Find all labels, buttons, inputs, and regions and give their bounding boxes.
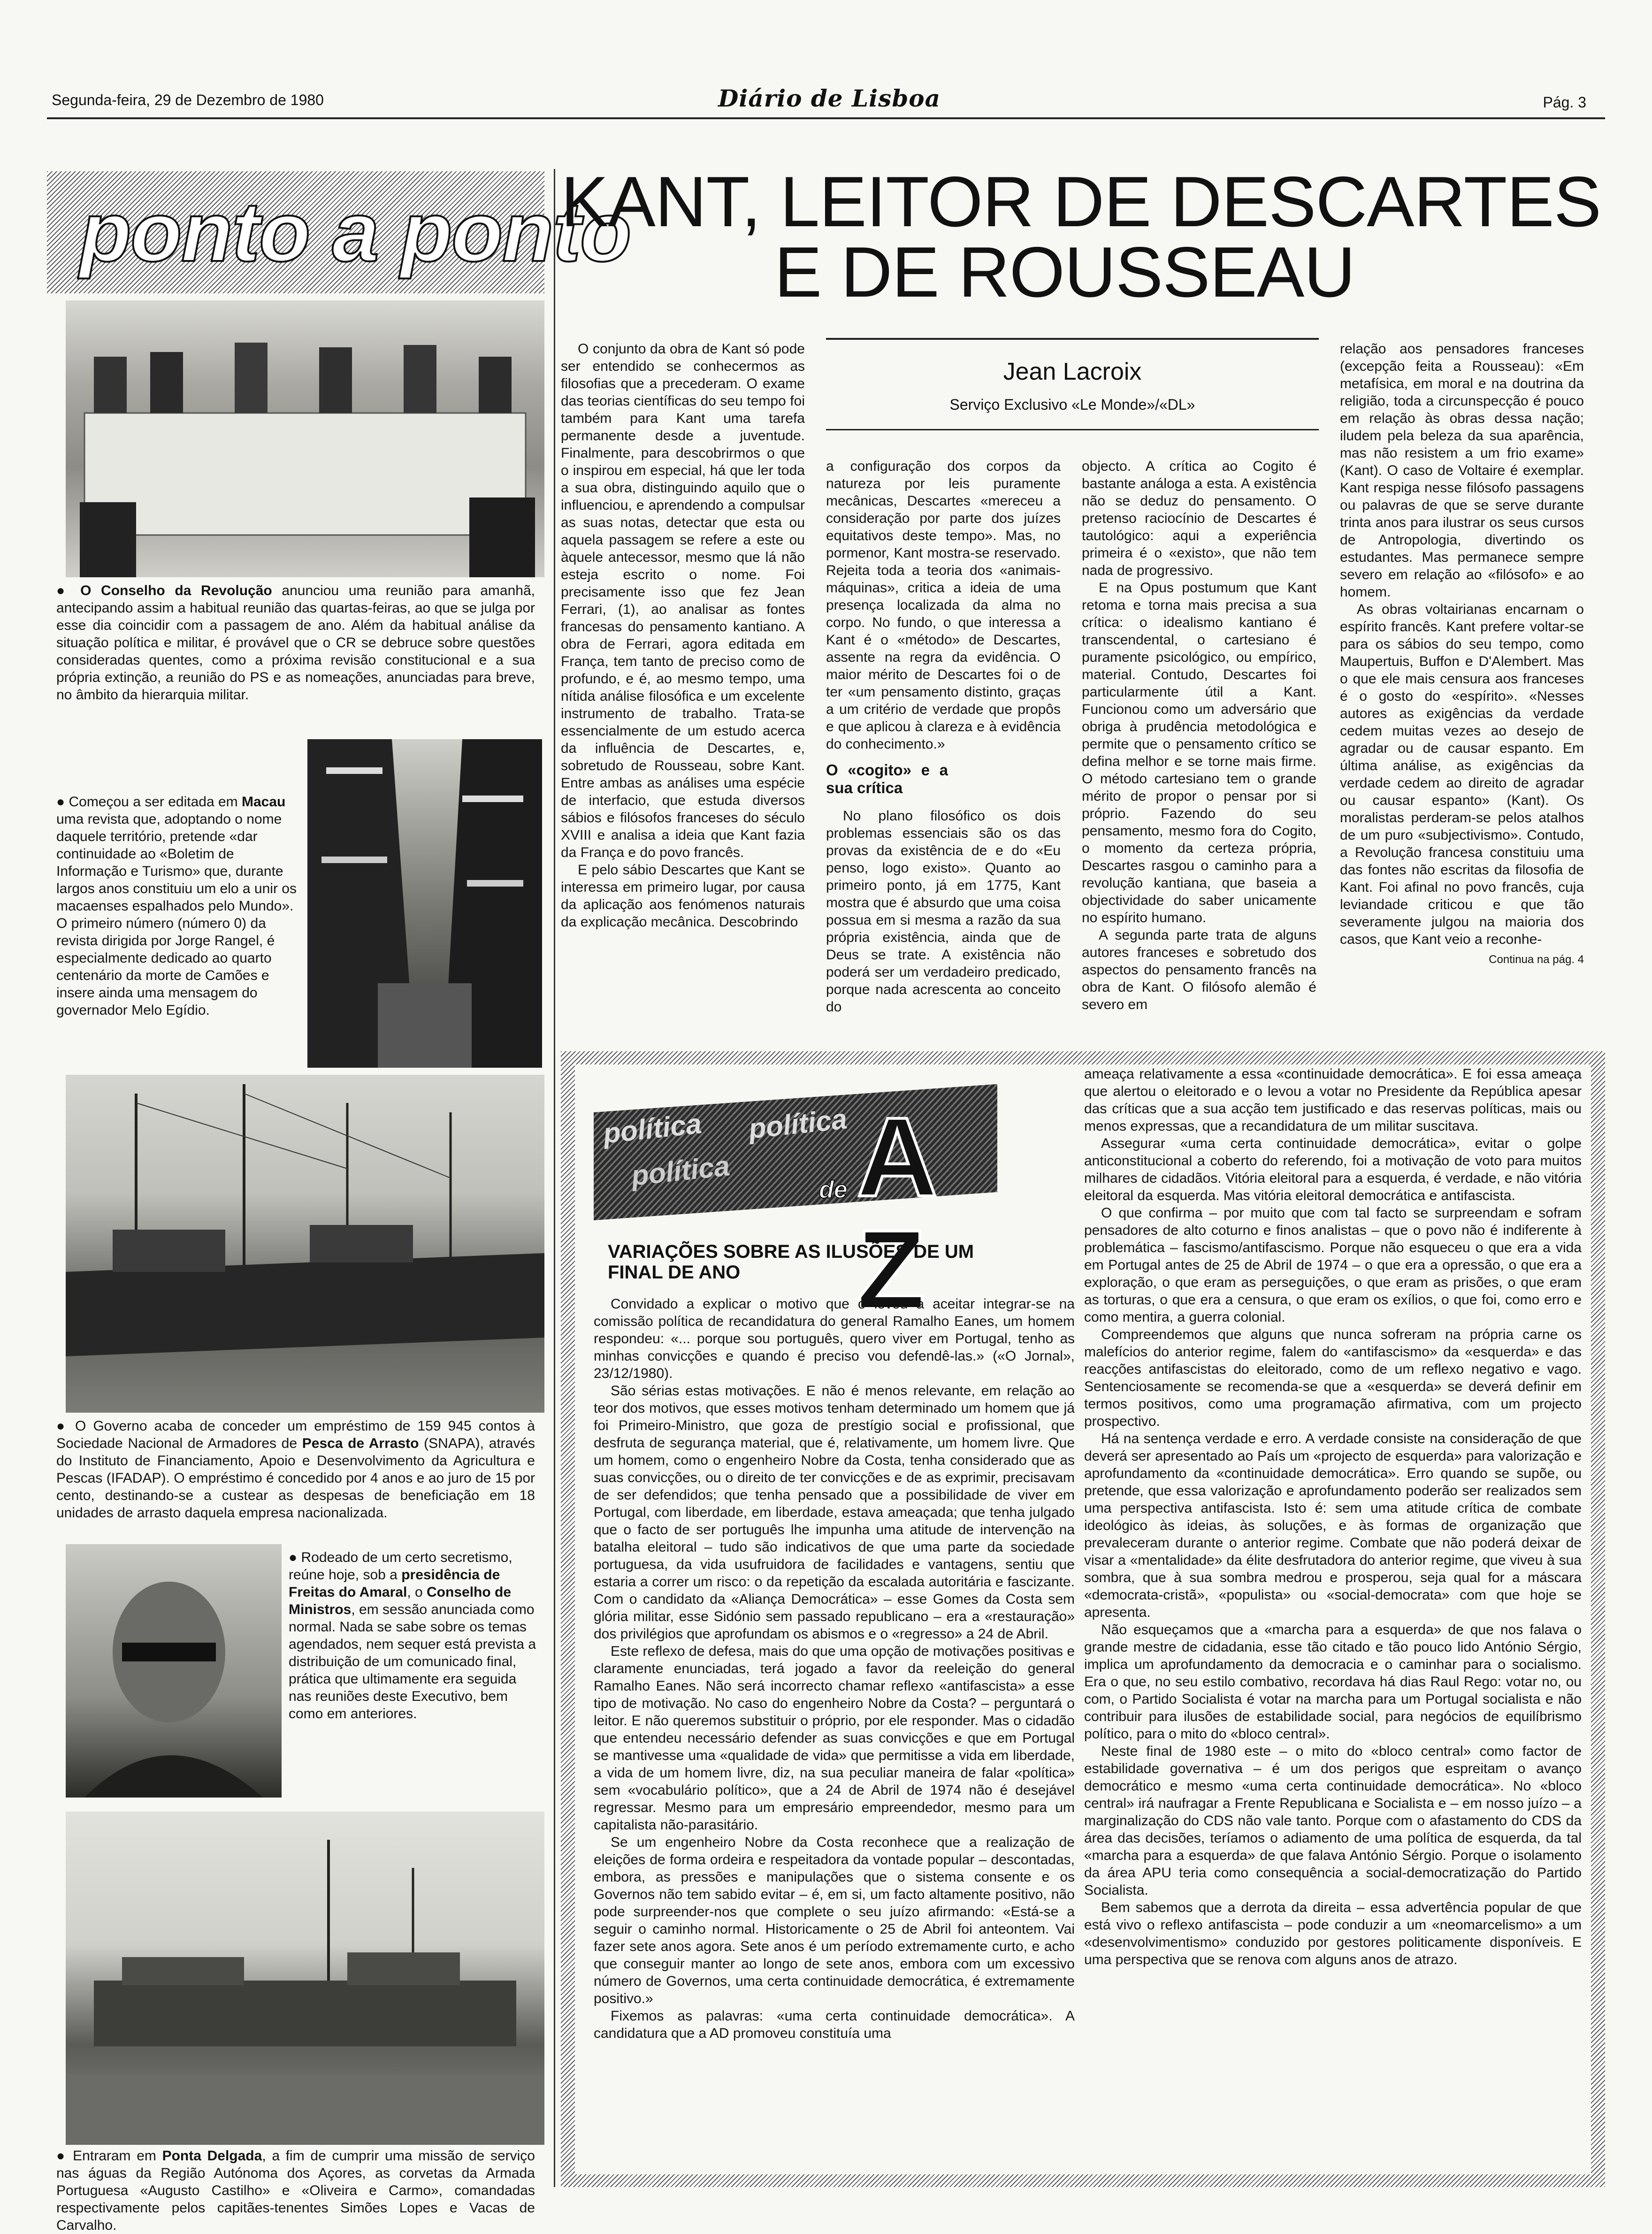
article-col1-p2: E pelo sábio Descartes que Kant se interessa em primeiro lugar, por causa da aplicação aos fenómenos naturais da explicação mecânica. Descobrindo <box>561 862 805 930</box>
sidebar-item-ponta-delgada <box>56 2147 535 2234</box>
politica-colA-p2: São sérias estas motivações. E não é menos relevante, em relação ao teor dos motivos, que esses motivos tenham determinado um homem que já foi Primeiro-Ministro, que goza de prestígio social e profissional, que desfruta de segurança material, que é, relativamente, um homem livre. Que um homem, como o engenheiro Nobre da Costa, tenha considerado que as suas convicções, ou o direito de ter convicções e de as exprimir, precisavam de ser defendidos; que tenha pensado que a possibilidade de viver em Portugal, com liberdade, em liberdade, estava ameaçada; que tenha julgado que o facto de ser português lhe impunha uma atitude de intervenção na batalha eleitoral – tudo são indicativos de que uma parte da sociedade portuguesa, da vida usufruidora de facilidades e vantagens, sentiu que estaria a correr um risco: o da repetição da escalada autoritária e fascizante. Com o candidato da «Aliança Democrática» – esse Gomes da Costa sem glória militar, esse Sidónio sem passado republicano – era a «restauração» dos privilégios que aprofundam os abismos e o «regresso» a 24 de Abril. <box>594 1383 1075 1642</box>
banner-word-de: de <box>819 1176 848 1203</box>
item2-bold: Macau <box>242 794 286 810</box>
banner-word-2: política <box>747 1103 849 1145</box>
item3-text: (SNAPA), através do Instituto de Financiamento, Apoio e Desenvolvimento da Agricultura e Pescas (IFADAP). O empréstimo é concedido por 4 anos e ao juro de 15 por cento, destinando-se a custear as despesas de beneficiação em 18 unidades de arrasto daquela empresa nacionalizada. <box>56 1436 535 1521</box>
ponto-a-ponto-banner <box>47 171 631 293</box>
politica-title: VARIAÇÕES SOBRE AS ILUSÕES DE UM FINAL DE ANO <box>608 1241 974 1283</box>
item4-bold1: presidência de Freitas do Amaral <box>289 1567 500 1600</box>
article-col2-p1: a configuração dos corpos da natureza por leis puramente mecânicas, Descartes «mereceu a consideração por parte dos juízes equitativos deste tempo». Mas, no pormenor, Kant mostra-se reservado. Rejeita toda a teoria dos «animais-máquinas», critica a ideia de uma presença localizada da alma no corpo. No fundo, o que interessa a Kant é o «método» de Descartes, assente na regra da evidência. O maior mérito de Descartes foi o de ter «um pensamento distinto, graças a um critério de verdade que propôs e que aplicou à clareza e à evidência do conhecimento.» <box>826 459 1061 752</box>
article-col2-p2: No plano filosófico os dois problemas essenciais são os das provas da existência de e do «Eu penso, logo existo». Quanto ao primeiro ponto, já em 1775, Kant mostra que é absurdo que uma coisa possua em si mesma a razão da sua própria existência, ainda que de Deus se trate. A existência não poderá ser um verdadeiro predicado, porque nada acrescenta ao conceito do <box>826 808 1061 1015</box>
continued-note: Continua na pág. 4 <box>1489 953 1584 966</box>
article-col4-p2: As obras voltairianas encarnam o espírito francês. Kant prefere voltar-se para os sábios do seu tempo, como Maupertuis, Buffon e D'Alembert. Mas o que ele mais censura aos franceses é o gosto do «espírito». «Nesses autores as exigências da verdade cedem muitas vezes ao desejo de agradar ou de causar espanto. Em última análise, as exigências da verdade cedem ao direito de agradar ou causar espanto» (Kant). Os moralistas perderam-se pelos atalhos de um puro «subjectivismo». Contudo, a Revolução francesa constituiu uma das fontes não escritas da filosofia de Kant. Foi afinal no povo francês, cuja leviandade criticou e que tão severamente julgou na maioria dos casos, que Kant veio a reconhe- <box>1340 602 1584 947</box>
article-subheading-cogito: O «cogito» e a sua crítica <box>826 761 948 796</box>
article-col3-p3: A segunda parte trata de alguns autores franceses e sobretudo dos aspectos do pensamento francês na obra de Kant. O filósofo alemão é severo em <box>1082 927 1316 1012</box>
photo-trawlers <box>66 1075 544 1413</box>
item1-text: anunciou uma reunião para amanhã, antecipando assim a habitual reunião das quartas-feiras, ao que se julga por esse dia coincidir com a passagem de ano. Além da habitual análise da situação política e militar, é provável que o CR se debruce sobre questões consideradas quentes, como a próxima revisão constitucional e a sua própria extinção, a reunião do PS e as nomeações, anunciadas para breve, no âmbito da hierarquia militar. <box>56 583 535 703</box>
politica-colA-p5: Fixemos as palavras: «uma certa continuidade democrática». A candidatura que a AD promoveu constituía uma <box>594 2008 1075 2041</box>
bullet-icon: ● <box>56 583 81 598</box>
item5-lead: Entraram em <box>73 2148 162 2164</box>
item4-bold2: Conselho de Ministros <box>289 1584 512 1617</box>
politica-colB-p5: Há na sentença verdade e erro. A verdade consiste na consideração de que deverá ser apresentado ao País um «projecto de esquerda» para valorização e aprofundamento da «continuidade democrática». Erro quando se supõe, ou pretende, que essa valorização e aprofundamento poderão ser realizados sem uma perspectiva antifascista. Isto é: sem uma atitude crítica de combate ideológico às ideias, às soluções, e às formas de organização que prevaleceram durante o anterior regime. Combate que não poderá deixar de visar a «mentalidade» da élite desfrutadora do anterior regime, que viveu à sua sombra, que à sua sombra medrou e prosperou, seja qual for a máscara «democrata-cristã», «populista» ou «social-democrata» com que hoje se apresenta. <box>1084 1431 1582 1620</box>
politica-col-b <box>1084 1065 1582 1968</box>
item4-mid: , o <box>407 1584 427 1600</box>
politica-colB-p3: O que confirma – por muito que com tal facto se surpreendam e sofram pensadores de alto coturno e finos analistas – que o povo não é indiferente à problemática – fascismo/antifascismo. Porque não esqueceu o que era a vida em Portugal antes de 25 de Abril de 1974 – o que era a opressão, o que era a exploração, o que eram as perseguições, o que eram as prisões, o que eram as torturas, o que era a censura, o que eram os exílios, o que foi, como erro e como mentira, a guerra colonial. <box>1084 1205 1582 1325</box>
sidebar-item-pesca <box>56 1417 535 1522</box>
ships-illustration <box>66 1075 544 1413</box>
sidebar-item-macau <box>56 793 300 1019</box>
article-col4-p1: relação aos pensadores franceses (excepção feita a Rousseau): «Em metafísica, em moral e na doutrina da religião, toda a circunspecção é pouco em relação às obras dessa nação; iludem pela beleza da sua aparência, mas não resistem a um frio exame» (Kant). O caso de Voltaire é exemplar. Kant respiga nesse filósofo passagens ou palavras de que se serve durante trinta anos para ilustrar os seus cursos de Antropologia, divertindo os estudantes. Mas permanece sempre severo em relação ao «filósofo» e ao homem. <box>1340 341 1584 600</box>
article-headline-line2: E DE ROUSSEAU <box>774 232 1355 312</box>
header-date: Segunda-feira, 29 de Dezembro de 1980 <box>52 92 324 108</box>
photo-macau-street <box>307 739 542 1068</box>
article-col-2 <box>826 458 1061 1016</box>
newspaper-logo: Diário de Lisboa <box>718 84 941 112</box>
photo-conselho-revolucao <box>66 300 544 577</box>
item5-bold: Ponta Delgada <box>162 2148 262 2164</box>
politica-colA-p4: Se um engenheiro Nobre da Costa reconhece que a realização de eleições de forma ordeira e respeitadora da vontade popular – descontadas, embora, as pressões e manipulações que o sistema consente e os Governos não tem sabido evitar – é, em si, um facto altamente positivo, não pode surpreender-nos que complete o seu juízo afirmando: «Está-se a seguir o caminho normal. Historicamente o 25 de Abril foi anteontem. Vai fazer sete anos agora. Sete anos é um período extremamente curto, e acho que conseguir manter ao longo de sete anos, embora com um excessivo número de Governos, uma certa continuidade democrática, é extremamente positivo.» <box>594 1835 1075 2006</box>
banner-word-3: política <box>630 1150 731 1192</box>
header-rule <box>47 117 1605 119</box>
bullet-icon: ● <box>289 1550 301 1565</box>
photo-ponta-delgada <box>66 1812 544 2145</box>
article-col-1 <box>561 340 805 931</box>
article-headline-line1: KANT, LEITOR DE DESCARTES <box>561 162 1601 242</box>
portrait-illustration <box>66 1544 282 1798</box>
author-name: Jean Lacroix <box>1003 358 1142 385</box>
photo-freitas-do-amaral <box>66 1544 282 1798</box>
item3-bold: Pesca de Arrasto <box>302 1436 419 1451</box>
article-col1-p1: O conjunto da obra de Kant só pode ser entendido se conhecermos as filosofias que a precederam. O exame das teorias científicas do seu tempo foi também para Kant uma tarefa permanente desde a juventude. Finalmente, para descobrirmos o que o inspirou em especial, há que ler toda a sua obra, distinguindo aquilo que o influenciou, e aprendendo a compulsar as suas notas, detectar que esta ou aquela passagem se refere a este ou àquele antecessor, mesmo que lá não esteja escrito o nome. Foi precisamente isso que fez Jean Ferrari, (1), ao analisar as fontes francesas do pensamento kantiano. A obra de Ferrari, agora editada em França, tem tanto de preciso como de profundo, e é, ao mesmo tempo, uma nítida análise filosófica e um excelente instrumento de trabalho. Trata-se essencialmente de um estudo acerca da influência de Descartes, e, sobretudo de Rousseau, sobre Kant. Entre ambas as análises uma espécie de interfacio, que estuda diversos sábios e filósofos franceses do século XVIII e analisa a ideia que Kant fazia da França e do povo francês. <box>561 341 805 860</box>
politica-colB-p2: Assegurar «uma certa continuidade democrática», evitar o golpe anticonstitucional a coberto do referendo, foi a motivação de voto para muitos milhares de cidadãos. Vitória eleitoral para a esquerda, é verdade, e não vitória eleitoral da esquerda. Mas vitória eleitoral democrática e antifascista. <box>1084 1136 1582 1203</box>
item2-lead: Começou a ser editada em <box>69 794 242 810</box>
politica-colB-p4: Compreendemos que alguns que nunca sofreram na própria carne os malefícios do anterior regime, falem do «antifascismo» da «esquerda» e das reacções antifascistas do eleitorado, como de um reflexo negativo e vago. Sentenciosamente se recomenda-se que a «esquerda» se deverá definir em termos positivos, como uma programação afirmativa, com um projecto prospectivo. <box>1084 1327 1582 1429</box>
article-col-3 <box>1082 458 1316 1013</box>
page-number: Pág. 3 <box>1543 94 1586 111</box>
politica-colA-p3: Este reflexo de defesa, mais do que uma opção de motivações positivas e claramente enunciadas, terá jogado a favor da reeleição do general Ramalho Eanes. Não será incorrecto chamar reflexo «antifascista» a esse tipo de motivação. No caso do engenheiro Nobre da Costa? – perguntará o leitor. E não queremos substituir o próprio, por ele responder. Mas o cidadão que entendeu necessário defender as suas convicções e que em Portugal se mantivesse uma «qualidade de vida» que permitisse a vida em liberdade, a vida de um homem livre, diz, na sua peculiar maneira de falar «política» sem «vocabulário político», que a 24 de Abril de 1974 não é desejável regressar. Mesmo para um empresário empreendedor, mesmo para um capitalista não-parasitário. <box>594 1644 1075 1833</box>
politica-colA-p1: Convidado a explicar o motivo que o levou a aceitar integrar-se na comissão política de recandidatura do general Ramalho Eanes, um homem respondeu: «... porque sou português, quero viver em Portugal, tenho as minhas convicções e quando é preciso vou defendê-las.» («O Jornal», 23/12/1980). <box>594 1296 1075 1381</box>
meeting-illustration <box>66 300 544 577</box>
item4-lead: Rodeado de um certo secretismo, reúne hoje, sob a <box>289 1550 512 1583</box>
banner-az: A Z <box>857 1094 931 1332</box>
street-illustration <box>307 739 542 1068</box>
politica-colB-p8: Bem sabemos que a derrota da direita – essa advertência popular de que está vivo o reflexo antifascista – pode conduzir a um «neomarcelismo» a um «desenvolvimentismo» conduzido por gestores politicamente disponíveis. E uma perspectiva que se renova com alguns anos de atrazo. <box>1084 1900 1582 1967</box>
article-col-4 <box>1340 340 1584 968</box>
sidebar-item-ministros <box>289 1549 537 1722</box>
harbour-illustration <box>66 1812 544 2145</box>
article-col3-p2: E na Opus postumum que Kant retoma e torna mais precisa a sua crítica: o idealismo kantiano é transcendental, o cartesiano é puramente psicológico, ou empírico, material. Contudo, Descartes foi particularmente útil a Kant. Funcionou como um adversário que obriga à prudência metodológica e permite que o pensamento crítico se defina melhor e se torne mais firme. O método cartesiano tem o grande mérito de propor o pensar por si próprio. Fazendo do seu pensamento, mesmo fora do Cogito, o momento da certeza própria, Descartes rasgou o caminho para a revolução kantiana, que baseia a objectividade do saber unicamente no espírito humano. <box>1082 580 1316 926</box>
article-col3-p1: objecto. A crítica ao Cogito é bastante análoga a esta. A existência não se deduz do pensamento. O pretenso raciocínio de Descartes é tautológico: aqui a experiência primeira é o «existo», que não tem nada de progressivo. <box>1082 459 1316 578</box>
bullet-icon: ● <box>56 1418 75 1434</box>
bullet-icon: ● <box>56 2148 73 2164</box>
item2-text: uma revista que, adoptando o nome daquele território, pretende «dar continuidade ao «Boletim de Informação e Turismo» que, durante largos anos constituiu um elo a unir os macaenses espalhados pelo Mundo». O primeiro número (número 0) da revista dirigida por Jorge Rangel, é especialmente dedicado ao quarto centenário da morte de Camões e insere ainda uma mensagem do governador Melo Egídio. <box>56 811 297 1018</box>
byline-box <box>826 338 1319 430</box>
service-credit: Serviço Exclusivo «Le Monde»/«DL» <box>949 396 1195 413</box>
politica-colB-p1: ameaça relativamente a essa «continuidade democrática». E foi essa ameaça que alertou o eleitorado e o levou a votar no Presidente da República apesar das críticas que a sua acção tem justificado e das reservas políticas, mais ou menos expressas, que a recandidatura de um militar suscitava. <box>1084 1066 1582 1134</box>
politica-colB-p7: Neste final de 1980 este – o mito do «bloco central» como factor de estabilidade governativa – é um dos perigos que espreitam o avanço democrático e mesmo «uma certa continuidade democrática». No «bloco central» irá naufragar a Frente Republicana e Socialista e – em nosso juízo – a marginalização do CDS não vale tanto. Porque com o afastamento do CDS da área das decisões, teríamos o adiamento de uma política de esquerda, da tal «marcha para a esquerda» de que falava António Sérgio. Porque o isolamento da área APU teria como consequência a social-democratização do Partido Socialista. <box>1084 1744 1582 1898</box>
banner-word-1: política <box>602 1108 703 1149</box>
item3-lead: O Governo acaba de conceder um empréstimo de 159 945 contos à Sociedade Nacional de Armadores de <box>56 1418 535 1451</box>
banner-title: ponto a ponto <box>80 185 631 279</box>
sidebar-item-conselho <box>56 582 535 704</box>
item5-text: , a fim de cumprir uma missão de serviço nas águas da Região Autónoma dos Açores, as corvetas da Armada Portuguesa «Augusto Castilho» e «Oliveira e Carmo», comandadas respectivamente pelos capitães-tenentes Simões Lopes e Vacas de Carvalho. <box>56 2148 535 2233</box>
politica-colB-p6: Não esqueçamos que a «marcha para a esquerda» de que nos falava o grande mestre de cidadania, esse tão citado e tão pouco lido António Sérgio, implica um aprofundamento da democracia e o caminhar para o socialismo. Era o que, no seu estilo combativo, recordava há dias Raul Rego: votar no, ou com, o Partido Socialista é votar na marcha para um Portugal socialista e não contribuir para ilusões de estabilidade social, para negócios de equilíbrismo político, para o mito do «bloco central». <box>1084 1622 1582 1742</box>
bullet-icon: ● <box>56 794 69 810</box>
item4-text: , em sessão anunciada como normal. Nada se sabe sobre os temas agendados, nem sequer está prevista a distribuição de um comunicado final, prática que ultimamente era seguida nas reuniões deste Executivo, bem como em anteriores. <box>289 1602 536 1721</box>
politica-col-a <box>594 1295 1075 2042</box>
item1-bold: O Conselho da Revolução <box>80 583 272 598</box>
